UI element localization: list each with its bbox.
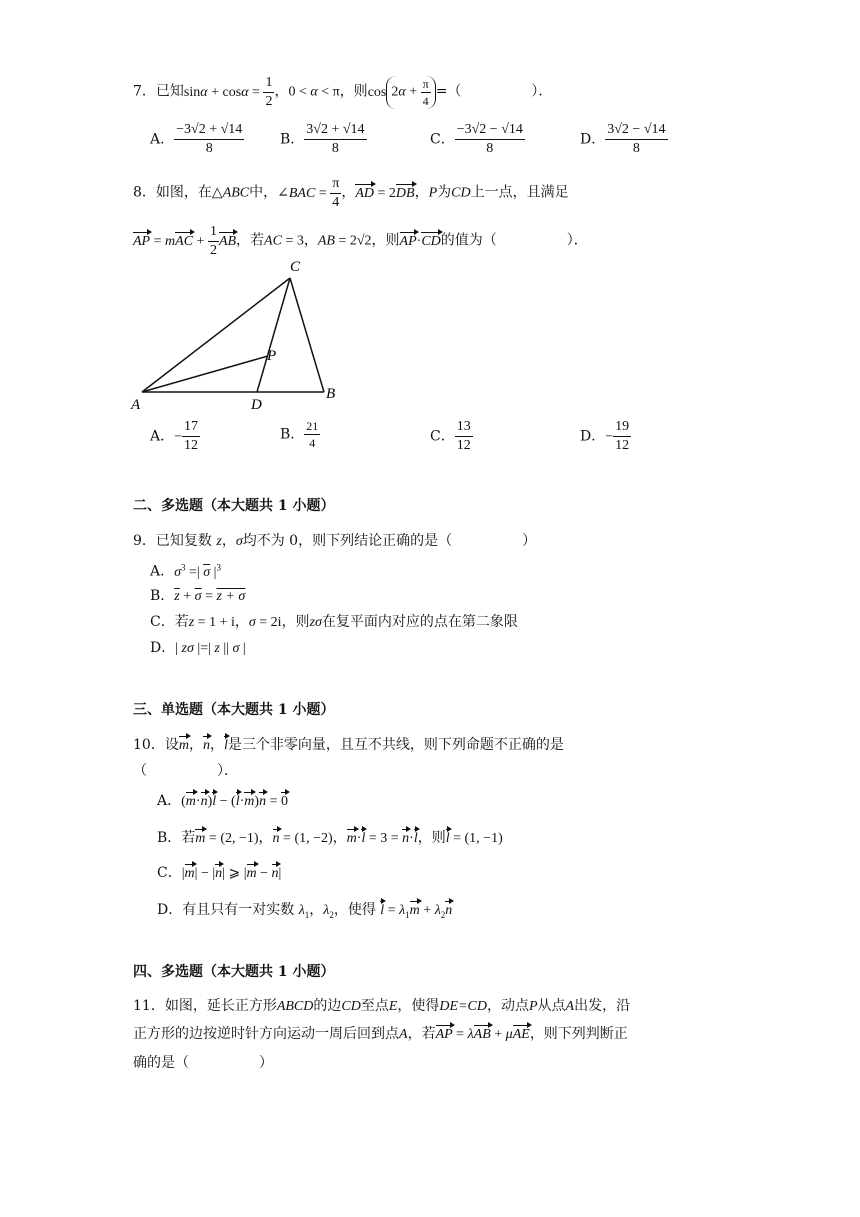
q7-stem: 7．已知sinα + cosα = $\frac{1}{2}$ ，0 < α < π，则cos 2α + $\frac{\pi}{4}$ =（ ）． — [133, 75, 553, 109]
q8-option-a[interactable]: A．− $\frac{17}{12}$ — [150, 419, 199, 453]
label-p: P — [267, 348, 277, 364]
q9-option-b[interactable]: B．$\overline{z} + \overline{\sigma} = z + \sigma$ — [150, 588, 246, 604]
q7-option-a[interactable]: A． $\frac{-3√2 + √14}{8}$ — [150, 122, 243, 156]
q11-stem-line3: 确的是（ ） — [133, 1055, 273, 1071]
q8-stem-line1: 8．如图，在△ABC中，∠BAC = $\frac{\pi}{4}$ ，AD = 2DB，P为CD上一点，且满足 — [133, 176, 569, 210]
q9-option-a[interactable]: A．$\sigma^3$ =| $\overline{\sigma}$ $|^3$ — [150, 562, 221, 580]
q8-stem-line2: AP = mAC + $\frac{1}{2}$ AB，若AC = 3，AB = 2√2，则AP·CD的值为（ ）． — [133, 224, 588, 258]
q8-ap-expression: AP = mAC + $\frac{1}{2}$ AB — [133, 224, 237, 258]
q10-stem-line2: （ ）． — [133, 763, 238, 779]
q8-vector-relation: AD = 2DB — [355, 185, 415, 201]
q8-option-c[interactable]: C． $\frac{13}{12}$ — [430, 419, 471, 453]
q7-option-c[interactable]: C． $\frac{-3√2 - √14}{8}$ — [430, 122, 523, 156]
q11-stem-line2: 正方形的边按逆时针方向运动一周后回到点A，若AP = λAB + μAE，则下列判断正 — [133, 1026, 628, 1042]
q10-option-c[interactable]: C．|m| − |n| ⩾ |m − n| — [157, 865, 282, 881]
q7-option-d[interactable]: D． $\frac{3√2 - √14}{8}$ — [580, 122, 666, 156]
q8-angle: ∠BAC = $\frac{\pi}{4}$ — [277, 176, 340, 210]
section-heading-4: 四、多选题（本大题共 1 小题） — [133, 964, 335, 980]
q8-triangle-figure — [125, 255, 355, 415]
q8-option-d[interactable]: D．− $\frac{19}{12}$ — [580, 419, 630, 453]
q10-option-b[interactable]: B．若m = (2, −1)，n = (1, −2)，m·l = 3 = n·l，则l = (1, −1) — [157, 830, 503, 846]
segment-ap — [142, 356, 268, 392]
q7-range: 0 < α < π — [288, 84, 340, 100]
label-b: B — [326, 386, 336, 402]
q9-option-c[interactable]: C．若z = 1 + i，σ = 2i，则zσ在复平面内对应的点在第二象限 — [150, 614, 518, 630]
q7-condition: sinα + cosα = $\frac{1}{2}$ — [183, 75, 273, 109]
q9-option-d[interactable]: D．| zσ |=| z || σ | — [150, 640, 246, 656]
edge-ac — [142, 278, 290, 392]
q10-option-d[interactable]: D．有且只有一对实数 $\lambda_1$，$\lambda_2$，使得 $l = \lambda_1m + \lambda_2n$ — [157, 902, 453, 920]
segment-cd — [257, 278, 290, 392]
q10-stem-line1: 10．设m，n，l是三个非零向量，且互不共线，则下列命题不正确的是 — [133, 737, 564, 753]
label-a: A — [131, 397, 141, 413]
q7-option-b[interactable]: B． $\frac{3√2 + √14}{8}$ — [280, 122, 365, 156]
q7-expression: cos 2α + $\frac{\pi}{4}$ — [368, 85, 436, 100]
label-d: D — [251, 397, 262, 413]
section-heading-3: 三、单选题（本大题共 1 小题） — [133, 702, 335, 718]
label-c: C — [290, 259, 301, 275]
q9-stem: 9．已知复数 z，σ均不为 0，则下列结论正确的是（ ） — [133, 533, 537, 549]
edge-bc — [290, 278, 324, 392]
q10-option-a[interactable]: A．(m·n)l − (l·m)n = 0 — [157, 793, 288, 809]
q8-option-b[interactable]: B． $\frac{21}{4}$ — [280, 419, 319, 450]
section-heading-2: 二、多选题（本大题共 1 小题） — [133, 498, 335, 514]
q11-stem-line1: 11．如图，延长正方形ABCD的边CD至点E，使得DE=CD，动点P从点A出发，沿 — [133, 998, 631, 1014]
